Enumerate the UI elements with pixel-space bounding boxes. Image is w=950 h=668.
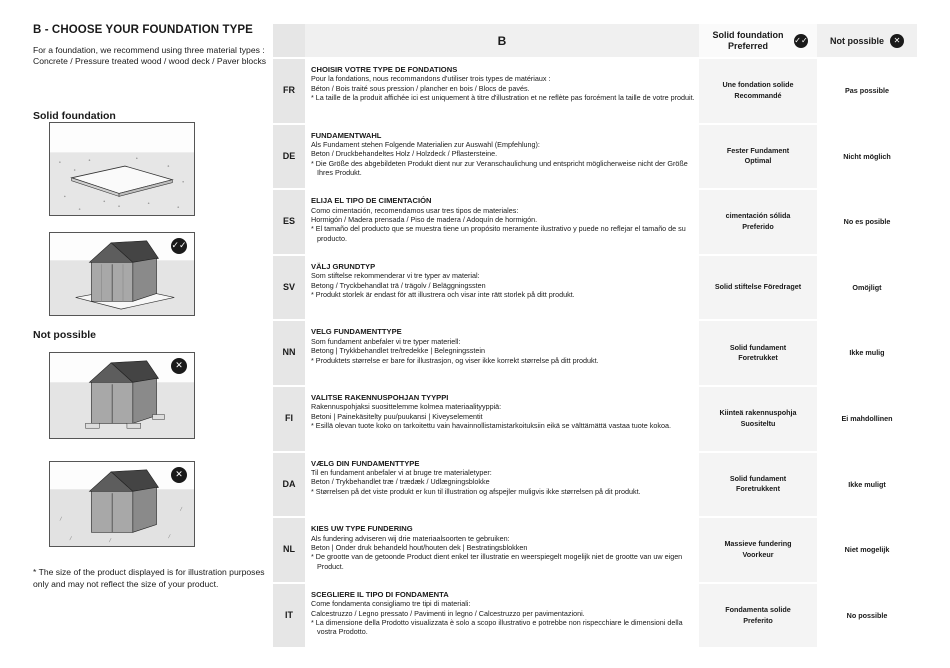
foundation-slab-illustration	[49, 122, 195, 216]
row-description	[305, 59, 699, 123]
row-solid-text: Kiinteä rakennuspohja Suositeltu	[719, 408, 797, 428]
row-description	[305, 125, 699, 189]
row-not-possible-value: Niet mogelijk	[844, 545, 890, 555]
row-language-code: ES	[273, 190, 305, 254]
row-note: * Die Größe des abgebildeten Produkt dient nur zur Veranschaulichung und entspricht möglicherweise nicht der Größe Ihres Produkt.	[311, 158, 688, 178]
header-not-possible-label: Not possible	[829, 35, 884, 46]
row-line-2: Beton / Druckbehandeltes Holz / Holzdeck / Pflastersteine.	[311, 149, 498, 159]
row-note: * Esillä olevan tuote koko on tarkoitettu vain havainnollistamistarkoituksiin eikä se välttämättä vastaa tuote kokoa.	[311, 421, 671, 431]
row-not-possible-value: Nicht möglich	[843, 151, 891, 161]
row-not-possible-value: Ei mahdollinen	[841, 414, 893, 424]
header-lang-spacer	[273, 24, 305, 57]
row-solid-text: Solid fundament Foretrukkent	[729, 473, 787, 494]
table-row	[273, 516, 917, 582]
row-solid-value	[699, 125, 817, 189]
row-line-2: Beton / Trykbehandlet træ / trædæk / Udlægningsblokke	[311, 477, 490, 487]
row-solid-value	[699, 321, 817, 385]
row-line-1: Rakennuspohjaksi suosittelemme kolmea materiaalityyppiä:	[311, 402, 502, 412]
row-line-2: Hormigón / Madera prensada / Piso de madera / Adoquín de hormigón.	[311, 215, 538, 224]
row-solid-value	[699, 584, 817, 648]
row-note: * La taille de la produit affichée ici est uniquement à titre d'illustration et ne reflète pas forcément la taille de votre produit.	[311, 93, 695, 103]
row-not-possible-value: Ikke mulig	[849, 348, 885, 358]
row-title: VALITSE RAKENNUSPOHJAN TYYPPI	[311, 392, 449, 402]
row-description	[305, 453, 699, 517]
row-language-code: DE	[273, 125, 305, 189]
row-solid-value	[699, 59, 817, 123]
check-badge-icon: ✓✓	[794, 34, 808, 48]
table-row	[273, 385, 917, 451]
row-line-1: Als Fundament stehen Folgende Materialien zur Auswahl (Empfehlung):	[311, 140, 540, 149]
row-title: VELG FUNDAMENTTYPE	[311, 327, 402, 337]
row-note: * Produkt storlek är endast för att illustrera och visar inte rätt storlek på ditt produkt.	[311, 290, 575, 299]
row-solid-text: Massieve fundering Voorkeur	[724, 539, 792, 559]
row-language-code: DA	[273, 453, 305, 517]
table-header	[273, 24, 917, 57]
check-badge-icon: ✓✓	[171, 238, 187, 254]
section-title: B - CHOOSE YOUR FOUNDATION TYPE	[33, 24, 253, 36]
row-language-code: FR	[273, 59, 305, 123]
footnote: * The size of the product displayed is for illustration purposes only and may not reflect the size of your product.	[33, 567, 265, 589]
row-line-1: Pour la fondations, nous recommandons d'utiliser trois types de matériaux :	[311, 74, 551, 84]
row-solid-value	[699, 518, 817, 582]
not-possible-label: Not possible	[33, 329, 97, 341]
row-not-possible-value: No es posible	[843, 217, 891, 227]
row-line-1: Como cimentación, recomendamos usar tres tipos de materiales:	[311, 205, 519, 215]
row-not-possible-value: Ikke muligt	[848, 479, 886, 489]
row-line-1: Come fondamenta consigliamo tre tipi di materiali:	[311, 599, 471, 609]
table-row	[273, 319, 917, 385]
x-badge-icon: ✕	[171, 358, 187, 374]
row-language-code: FI	[273, 387, 305, 451]
row-line-2: Betong | Trykkbehandlet tre/tredekke | Belegningsstein	[311, 346, 485, 356]
row-note: * El tamaño del producto que se muestra tiene un propósito meramente ilustrativo y puede no reflejar el tamaño de su producto.	[311, 224, 686, 243]
row-language-code: NN	[273, 321, 305, 385]
row-title: KIES UW TYPE FUNDERING	[311, 524, 413, 534]
row-line-1: Als fundering adviseren wij drie materiaalsoorten te gebruiken:	[311, 533, 510, 543]
table-body	[273, 57, 917, 647]
row-not-possible-value: Pas possible	[845, 86, 889, 96]
row-solid-value	[699, 453, 817, 517]
row-solid-text: Une fondation solide Recommandé	[722, 80, 794, 100]
row-note: * De grootte van de getoonde Product dient enkel ter illustratie en weerspiegelt mogelijk niet de grootte van uw eigen Product.	[311, 552, 683, 571]
row-language-code: SV	[273, 256, 305, 320]
row-title: FUNDAMENTWAHL	[311, 130, 382, 140]
table-row	[273, 582, 917, 648]
intro-text: For a foundation, we recommend using three material types : Concrete / Pressure treated wood / wood deck / Paver blocks	[33, 45, 267, 66]
table-row	[273, 188, 917, 254]
table-row	[273, 57, 917, 123]
row-line-1: Som fundament anbefaler vi tre typer materiell:	[311, 336, 461, 346]
header-solid-label: Solid foundation Preferred	[712, 29, 784, 51]
row-not-possible-value: Omöjligt	[852, 282, 882, 292]
row-solid-text: cimentación sólida Preferido	[725, 211, 791, 231]
x-badge-icon: ✕	[171, 467, 187, 483]
row-solid-value	[699, 387, 817, 451]
row-title: ELIJA EL TIPO DE CIMENTACIÓN	[311, 196, 432, 206]
row-solid-text: Fondamenta solide Preferito	[725, 605, 791, 625]
row-description	[305, 190, 699, 254]
row-line-2: Béton / Bois traité sous pression / plancher en bois / Blocs de pavés.	[311, 83, 530, 93]
row-solid-text: Solid fundament Foretrukket	[729, 342, 787, 363]
row-solid-text: Fester Fundament Optimal	[726, 145, 790, 166]
row-not-possible-value: No possible	[846, 610, 888, 620]
row-solid-value	[699, 190, 817, 254]
header-not-possible	[817, 24, 917, 57]
header-solid	[699, 24, 817, 57]
row-note: * Størrelsen på det viste produkt er kun til illustration og afspejler muligvis ikke størrelsen på dit produkt.	[311, 486, 641, 496]
solid-foundation-label: Solid foundation	[33, 110, 116, 122]
row-title: VÆLG DIN FUNDAMENTTYPE	[311, 458, 420, 468]
row-line-1: Som stiftelse rekommenderar vi tre typer av material:	[311, 271, 480, 281]
row-solid-text: Solid stiftelse Föredraget	[714, 282, 802, 292]
row-description	[305, 256, 699, 320]
row-language-code: IT	[273, 584, 305, 648]
header-b: B	[497, 33, 507, 48]
x-badge-icon: ✕	[890, 34, 904, 48]
row-title: SCEGLIERE IL TIPO DI FONDAMENTA	[311, 589, 449, 599]
row-line-2: Calcestruzzo / Legno pressato / Pavimenti in legno / Calcestruzzo per pavimentazioni.	[311, 608, 585, 618]
row-description	[305, 321, 699, 385]
row-title: VÄLJ GRUNDTYP	[311, 261, 376, 271]
row-title: CHOISIR VOTRE TYPE DE FONDATIONS	[311, 65, 458, 74]
row-line-2: Betong / Tryckbehandlat trä / trägolv / Beläggningssten	[311, 280, 486, 290]
table-row	[273, 451, 917, 517]
row-line-2: Betoni | Painekäsitelty puu/puukansi | Kiveyselementit	[311, 411, 483, 421]
row-language-code: NL	[273, 518, 305, 582]
left-column	[33, 24, 269, 67]
row-line-2: Beton | Onder druk behandeld hout/houten dek | Bestratingsblokken	[311, 542, 528, 552]
foundation-table	[273, 24, 917, 647]
row-description	[305, 518, 699, 582]
table-row	[273, 254, 917, 320]
row-note: * La dimensione della Prodotto visualizzata è solo a scopo illustrativo e potrebbe non rispecchiare le dimensioni della vostra Prodotto.	[311, 617, 683, 637]
row-note: * Produktets størrelse er bare for illustrasjon, og viser ikke korrekt størrelse på ditt produkt.	[311, 355, 599, 365]
row-description	[305, 387, 699, 451]
row-description	[305, 584, 699, 648]
row-solid-value	[699, 256, 817, 320]
row-line-1: Til en fundament anbefaler vi at bruge tre materialetyper:	[311, 467, 492, 477]
table-row	[273, 123, 917, 189]
